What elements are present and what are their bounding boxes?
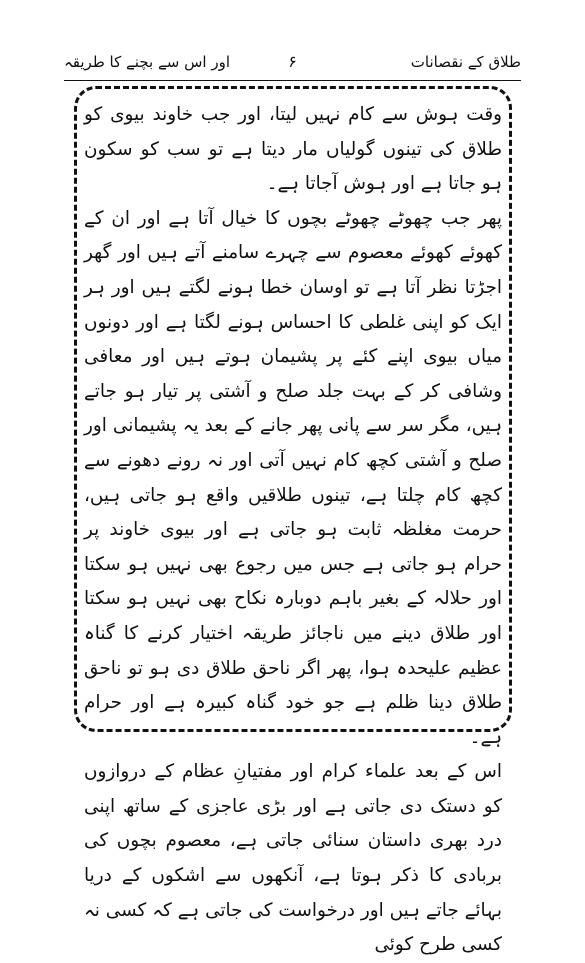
running-title-left: اور اس سے بچنے کا طریقہ [64,53,230,71]
paragraph-1: وقت ہوش سے کام نہیں لیتا، اور جب خاوند بیوی کو طلاق کی تینوں گولیاں مار دیتا ہے تو سب کو سکون ہو جاتا ہے اور ہوش آجاتا ہے۔ [84,104,502,195]
header-divider [64,80,521,81]
paragraph-2: پھر جب چھوٹے چھوٹے بچوں کا خیال آتا ہے اور ان کے کھوئے کھوئے معصوم سے چہرے سامنے آتے ہیں اور گھر اجڑتا نظر آتا ہے تو اوسان خطا ہونے لگتے ہیں اور ہر ایک کو اپنی غلطی کا احساس ہونے لگتا ہے اور دونوں میاں بیوی اپنے کئے پر پشیمان ہوتے ہیں اور معافی وشافی کر کے بہت جلد صلح و آشتی پر تیار ہو جاتے ہیں، مگر سر سے پانی پھر جانے کے بعد یہ پشیمانی اور صلح و آشتی کچھ کام نہیں آتی اور نہ رونے دھونے سے کچھ کام چلتا ہے، تینوں طلاقیں واقع ہو جاتی ہیں، حرمت مغلظہ ثابت ہو جاتی ہے اور بیوی خاوند پر حرام ہو جاتی ہے جس میں رجوع بھی نہیں ہو سکتا اور حلالہ کے بغیر باہم دوبارہ نکاح بھی نہیں ہو سکتا اور طلاق دینے میں ناجائز طریقہ اختیار کرنے کا گناہ عظیم علیحدہ ہوا، پھر اگر ناحق طلاق دی ہو تو ناحق طلاق دینا ظلم ہے جو خود گناہ کبیرہ ہے اور حرام ہے۔ [84,207,502,748]
running-title-right: طلاق کے نقصانات [410,53,521,71]
body-text [84,98,502,956]
page-number: ۶ [288,52,297,71]
page-header [64,48,521,76]
paragraph-3: اس کے بعد علماء کرام اور مفتیانِ عظام کے دروازوں کو دستک دی جاتی ہے اور بڑی عاجزی کے ساتھ اپنی درد بھری داستان سنائی جاتی ہے، معصوم بچوں کی بربادی کا ذکر ہوتا ہے، آنکھوں سے اشکوں کے دریا بہائے جاتے ہیں اور درخواست کی جاتی ہے کہ کسی نہ کسی طرح کوئی [84,761,502,956]
